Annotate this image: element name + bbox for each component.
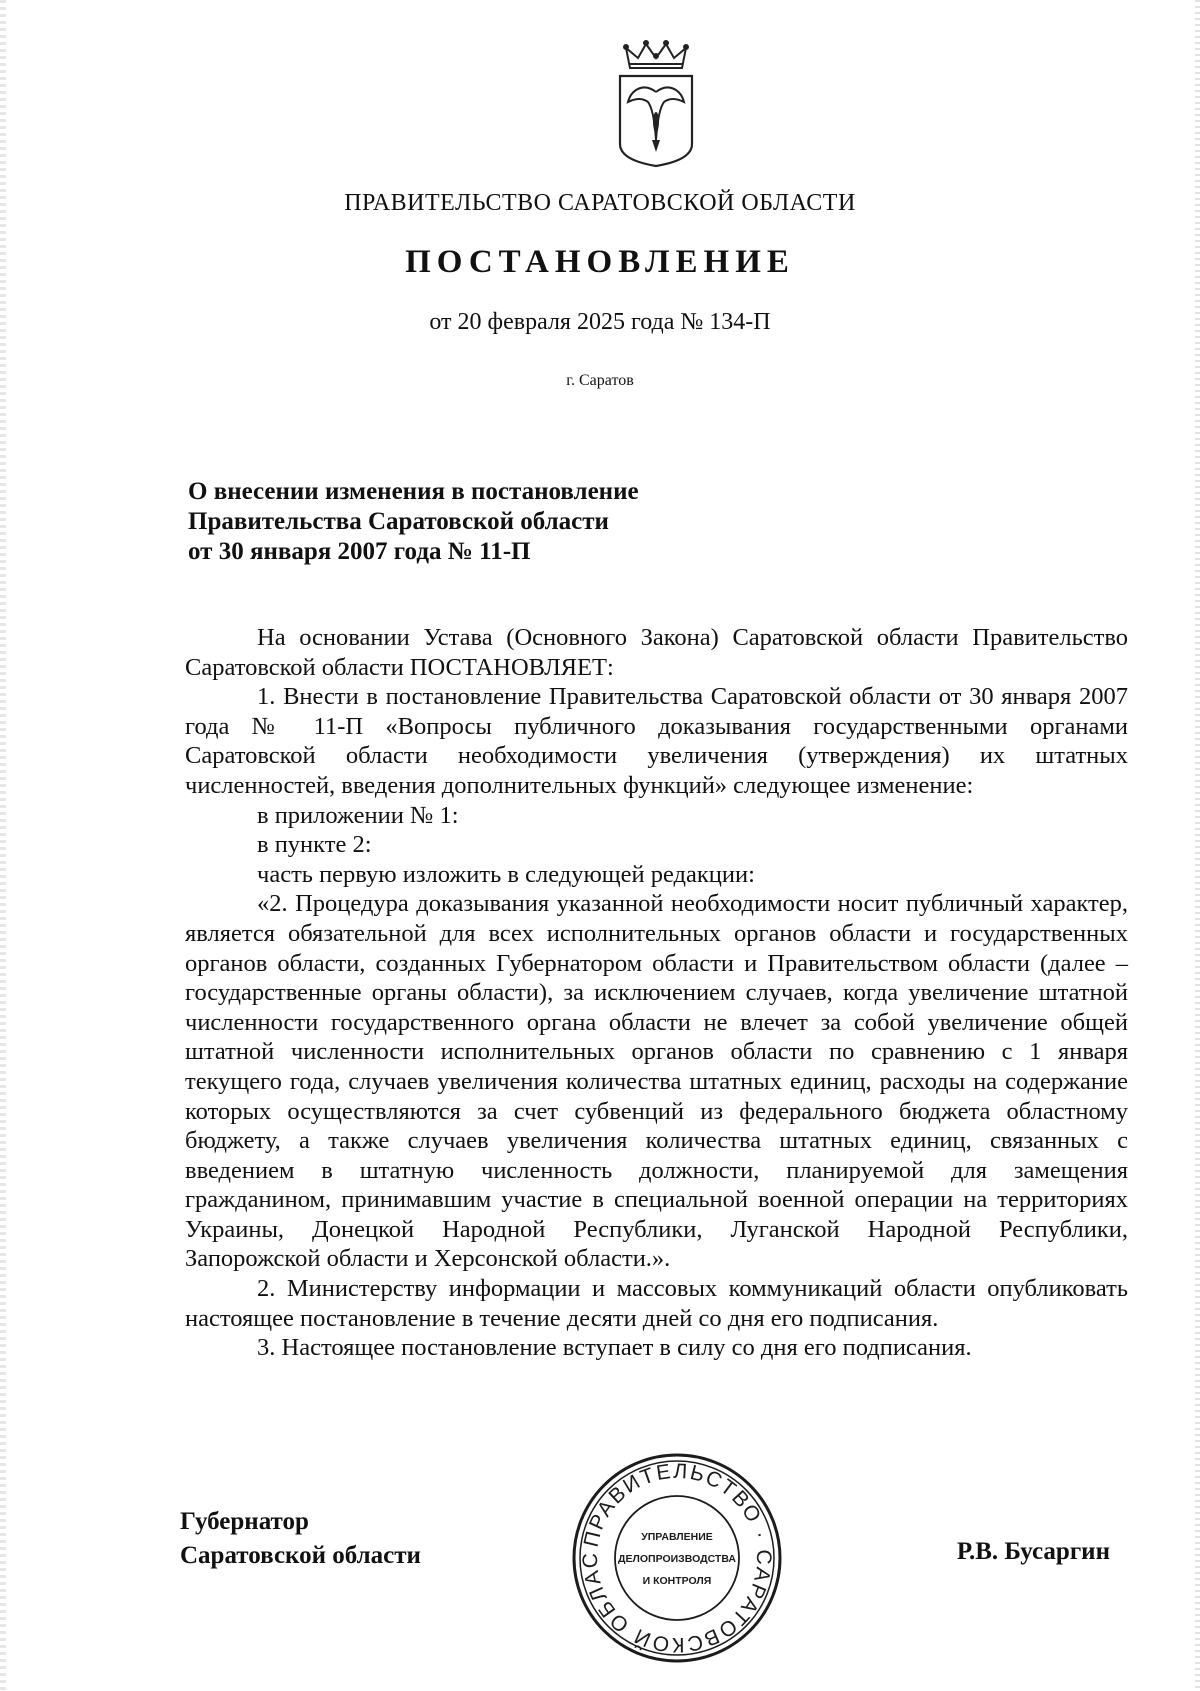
body-paragraph: 2. Министерству информации и массовых коммуникаций области опубликовать настоящее постановление в течение десяти дней со дня его подписания.	[185, 1275, 1128, 1332]
document-subject	[188, 477, 808, 567]
official-round-seal-icon	[571, 1452, 783, 1664]
seal-center-line: ДЕЛОПРОИЗВОДСТВА	[618, 1553, 736, 1565]
body-paragraph: 1. Внести в постановление Правительства Саратовской области от 30 января 2007 года № 11-П «Вопросы публичного доказывания государственными органами Саратовской области необходимости увеличения (утверждения) их штатных численностей, введения дополнительных функций» следующее изменение:	[185, 683, 1128, 799]
document-body	[185, 623, 1128, 1363]
signatory-position-line: Губернатор	[180, 1508, 309, 1535]
signatory-name: Р.В. Бусаргин	[956, 1538, 1110, 1565]
document-date-number: от 20 февраля 2025 года № 134-П	[429, 309, 771, 335]
body-paragraph: 3. Настоящее постановление вступает в силу со дня его подписания.	[257, 1334, 972, 1362]
body-paragraph: часть первую изложить в следующей редакции:	[257, 860, 755, 888]
signatory-position	[180, 1505, 421, 1573]
signatory-position-line: Саратовской области	[180, 1542, 421, 1569]
body-paragraph: «2. Процедура доказывания указанной необходимости носит публичный характер, является обязательной для всех исполнительных органов области и государственных органов области, созданных Губернатором области и Правительством области (далее – государственные органы области), за исключением случаев, когда увеличение штатной численности государственного органа области не влечет за собой увеличение общей штатной численности исполнительных органов области по сравнению с 1 января текущего года, случаев увеличения количества штатных единиц, расходы на содержание которых осуществляются за счет субвенций из федерального бюджета областному бюджету, а также случаев увеличения количества штатных единиц, связанных с введением в штатную численность должности, планируемой для замещения гражданином, принимавшим участие в специальной военной операции на территориях Украины, Донецкой Народной Республики, Луганской Народной Республики, Запорожской области и Херсонской области.».	[185, 890, 1128, 1273]
subject-line: от 30 января 2007 года № 11-П	[188, 538, 531, 565]
saratov-coat-of-arms-icon	[616, 40, 696, 168]
document-type-title: ПОСТАНОВЛЕНИЕ	[405, 244, 795, 280]
document-city: г. Саратов	[566, 372, 634, 389]
subject-line: Правительства Саратовской области	[188, 508, 609, 535]
body-paragraph: На основании Устава (Основного Закона) Саратовской области Правительство Саратовской области ПОСТАНОВЛЯЕТ:	[185, 624, 1128, 681]
seal-center-line: УПРАВЛЕНИЕ	[641, 1531, 713, 1543]
seal-ring-text: ПРАВИТЕЛЬСТВО · САРАТОВСКОЙ ОБЛАС	[578, 1459, 776, 1657]
government-title: ПРАВИТЕЛЬСТВО САРАТОВСКОЙ ОБЛАСТИ	[344, 190, 856, 216]
body-paragraph: в пункте 2:	[257, 831, 372, 859]
seal-center-line: И КОНТРОЛЯ	[642, 1575, 712, 1587]
body-paragraph: в приложении № 1:	[257, 801, 459, 829]
subject-line: О внесении изменения в постановление	[188, 478, 639, 505]
